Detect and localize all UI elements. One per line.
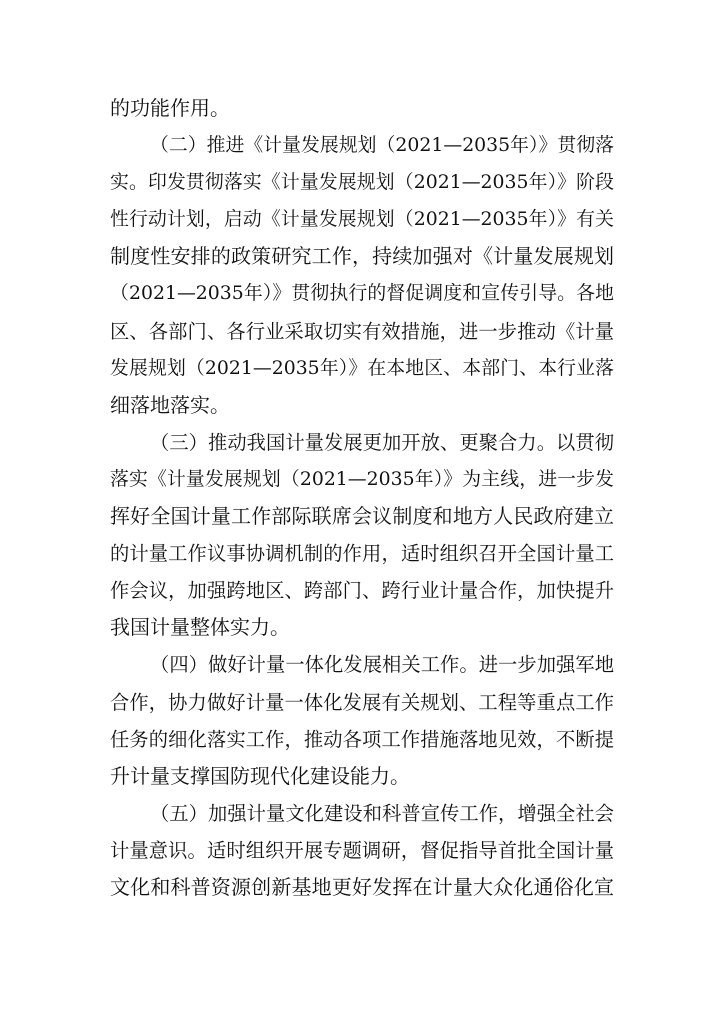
- text-line: 文化和科普资源创新基地更好发挥在计量大众化通俗化宣: [110, 874, 614, 899]
- text-line: （2021—2035年）》贯彻执行的督促调度和宣传引导。各地: [110, 283, 614, 305]
- text-line: 挥好全国计量工作部际联席会议制度和地方人民政府建立: [110, 504, 614, 529]
- paragraph-heading-line: （三）推动我国计量发展更加开放、更聚合力。以贯彻: [150, 430, 614, 454]
- text-line: 细落地落实。: [110, 392, 230, 417]
- text-line: 实。印发贯彻落实《计量发展规划（2021—2035年）》阶段: [110, 172, 614, 194]
- paragraph-heading-line: （二）推进《计量发展规划（2021—2035年）》贯彻落: [150, 135, 614, 157]
- text-line: 合作，协力做好计量一体化发展有关规划、工程等重点工作: [110, 690, 614, 714]
- paragraph-heading-line: （四）做好计量一体化发展相关工作。进一步加强军地: [150, 653, 614, 677]
- text-line: 落实《计量发展规划（2021—2035年）》为主线，进一步发: [110, 468, 614, 490]
- text-line: 升计量支撑国防现代化建设能力。: [110, 763, 410, 788]
- text-line: 性行动计划，启动《计量发展规划（2021—2035年）》有关: [110, 209, 614, 231]
- body-text: [110, 90, 614, 906]
- text-line: 区、各部门、各行业采取切实有效措施，进一步推动《计量: [110, 319, 614, 343]
- text-line: 任务的细化落实工作，推动各项工作措施落地见效，不断提: [110, 727, 614, 751]
- text-line: 作会议，加强跨地区、跨部门、跨行业计量合作，加快提升: [110, 579, 614, 603]
- text-line: 计量意识。适时组织开展专题调研，督促指导首批全国计量: [110, 838, 614, 862]
- text-line: 发展规划（2021—2035年）》在本地区、本部门、本行业落: [110, 357, 614, 379]
- text-line: 制度性安排的政策研究工作，持续加强对《计量发展规划: [110, 244, 614, 269]
- text-line: 我国计量整体实力。: [110, 615, 290, 640]
- text-line: 的功能作用。: [110, 96, 230, 120]
- paragraph-heading-line: （五）加强计量文化建设和科普宣传工作，增强全社会: [150, 801, 614, 825]
- text-line: 的计量工作议事协调机制的作用，适时组织召开全国计量工: [110, 542, 614, 566]
